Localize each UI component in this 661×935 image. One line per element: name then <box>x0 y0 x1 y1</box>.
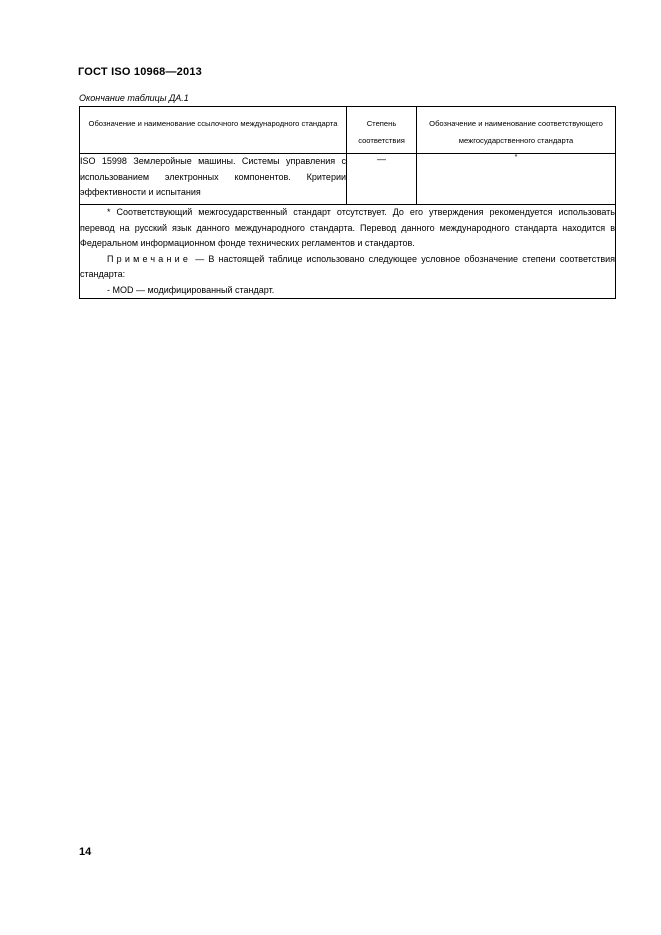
table-caption: Окончание таблицы ДА.1 <box>79 93 189 103</box>
column-header-reference-standard: Обозначение и наименование ссылочного международного стандарта <box>80 107 347 154</box>
reference-table <box>79 106 616 299</box>
cell-reference-standard: ISO 15998 Землеройные машины. Системы управления с использованием электронных компонентов. Критерии эффективности и испытания <box>80 154 347 205</box>
cell-corresponding-standard: * <box>417 154 616 205</box>
cell-degree: — <box>347 154 417 205</box>
column-header-degree: Степень соответствия <box>347 107 417 154</box>
table-row <box>80 154 616 205</box>
mod-definition: - MOD — модифицированный стандарт. <box>107 284 275 295</box>
notes-row <box>80 205 616 299</box>
note-label: Примечание <box>107 253 192 264</box>
note-paragraph <box>80 252 615 283</box>
footnote-text: * Соответствующий межгосударственный стандарт отсутствует. До его утверждения рекомендуется использовать перевод на русский язык данного международного стандарта. Перевод данного международного стандарта находится в Федеральном информационном фонде технических регламентов и стандартов. <box>80 207 615 248</box>
page-number: 14 <box>79 846 92 858</box>
column-header-corresponding-standard: Обозначение и наименование соответствующего межгосударственного стандарта <box>417 107 616 154</box>
note-text: — В настоящей таблице использовано следующее условное обозначение степени соответствия стандарта: <box>80 253 615 279</box>
table-header-row <box>80 107 616 154</box>
notes-cell <box>80 205 616 299</box>
document-code: ГОСТ ISO 10968—2013 <box>78 66 202 78</box>
